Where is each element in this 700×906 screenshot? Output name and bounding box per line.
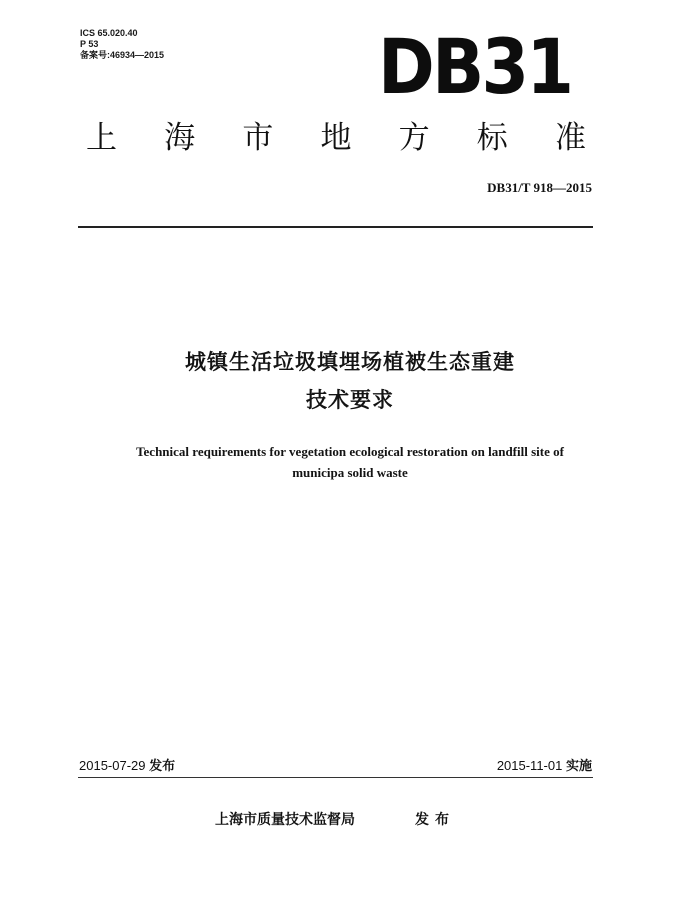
title-char: 准 — [554, 120, 586, 156]
effective-date: 2015-11-01 — [496, 758, 563, 773]
effective-label: 实施 — [565, 759, 592, 774]
standard-number: DB31/T 918—2015 — [487, 180, 592, 195]
title-char: 方 — [398, 120, 430, 156]
chinese-title-line-1: 城镇生活垃圾填埋场植被生态重建 — [185, 350, 515, 374]
bottom-divider — [78, 777, 593, 778]
english-title-line-1: Technical requirements for vegetation ecological restoration on landfill site of — [136, 444, 564, 459]
classification-block — [80, 28, 164, 61]
issuer-action: 发布 — [415, 812, 455, 828]
ccs-code: P 53 — [80, 39, 99, 49]
effective-date-block — [497, 757, 592, 776]
chinese-title-line-2: 技术要求 — [306, 388, 394, 412]
title-char: 上 — [86, 120, 117, 156]
title-char: 海 — [164, 120, 196, 156]
title-char: 市 — [242, 120, 274, 156]
standard-type-title — [86, 118, 586, 158]
issue-date-block — [79, 757, 175, 776]
issue-date: 2015-07-29 — [79, 758, 146, 773]
title-char: 地 — [320, 120, 352, 156]
issuing-authority: 上海市质量技术监督局 — [215, 812, 355, 828]
issue-label: 发布 — [149, 759, 176, 774]
db31-logo: DB31 — [378, 22, 572, 111]
record-number: 备案号:46934—2015 — [80, 50, 165, 60]
top-divider — [78, 226, 593, 228]
english-title-line-2: municipa solid waste — [292, 465, 408, 480]
ics-code: ICS 65.020.40 — [80, 28, 138, 38]
title-char: 标 — [476, 120, 508, 156]
